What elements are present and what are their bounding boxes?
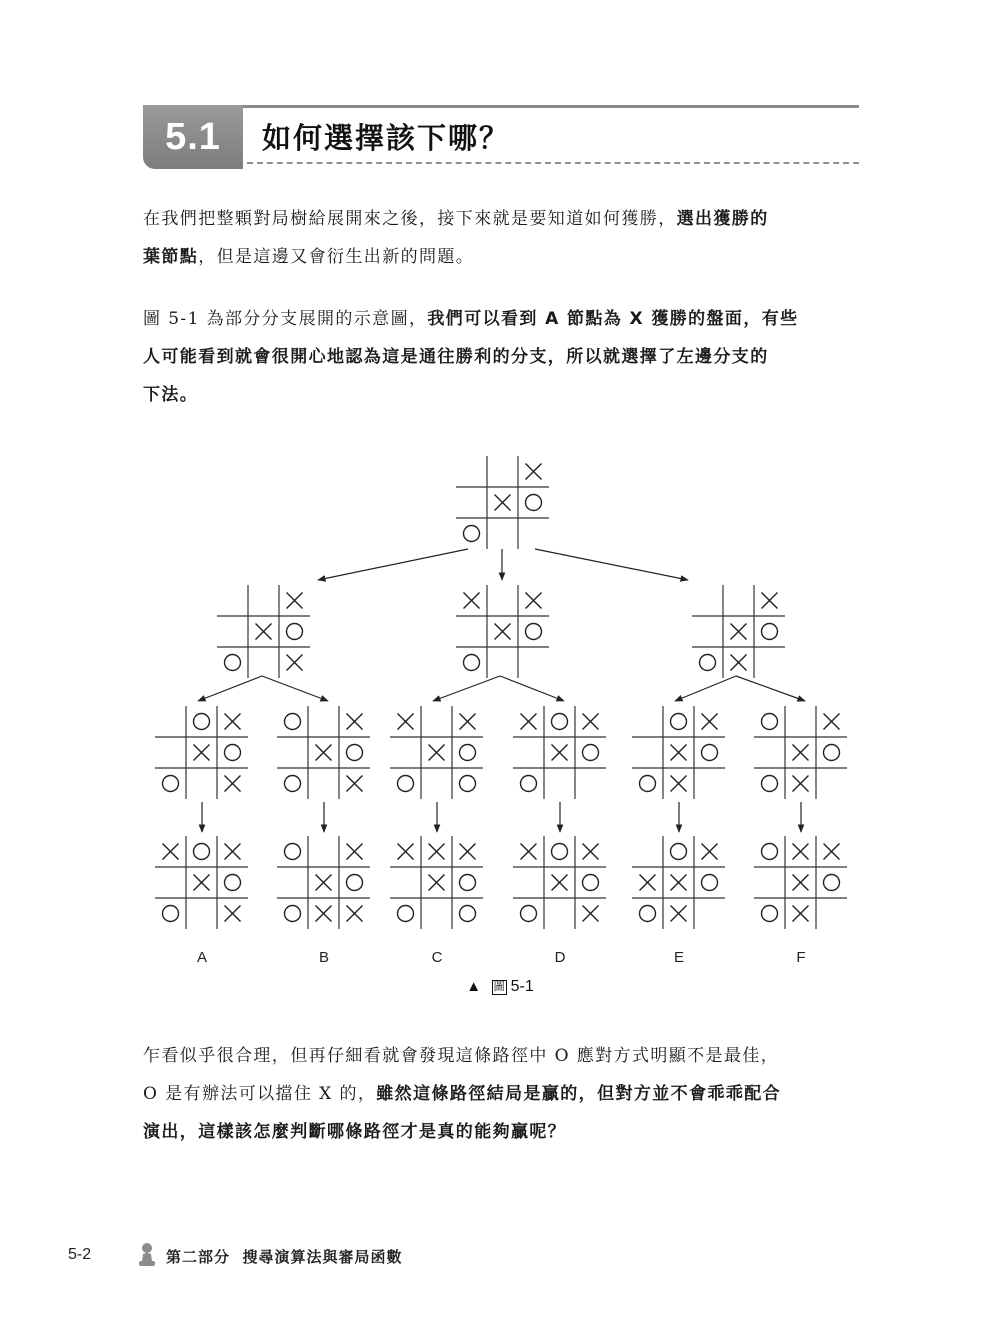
o-mark [552,714,568,730]
x-mark [398,714,414,730]
tree-arrow [433,676,500,701]
x-mark [552,875,568,891]
caption-figure-word: 圖 [493,981,505,993]
tree-arrow [198,676,262,701]
x-mark [762,593,778,609]
x-mark [671,776,687,792]
o-mark [521,776,537,792]
caption-triangle-icon: ▲ [466,978,482,995]
x-mark [640,875,656,891]
x-mark [347,714,363,730]
footer-part-name: 搜尋演算法與審局函數 [242,1248,403,1266]
x-mark [460,714,476,730]
x-mark [429,875,445,891]
x-mark [521,714,537,730]
o-mark [287,624,303,640]
section-title-underline [247,162,859,164]
o-mark [671,714,687,730]
x-mark [702,714,718,730]
footer-part: 第二部分 [166,1248,231,1266]
text-run: 選出獲勝的 [676,209,769,229]
game-tree-diagram [0,440,1000,1000]
o-mark [762,624,778,640]
x-mark [429,844,445,860]
o-mark [640,776,656,792]
board-level3-2 [390,836,483,929]
o-mark [671,844,687,860]
x-mark [316,745,332,761]
o-mark [526,624,542,640]
text-run: O 是有辦法可以擋住 X 的， [143,1084,377,1104]
text-run: 演出，這樣該怎麼判斷哪條路徑才是真的能夠贏呢？ [143,1122,567,1142]
x-mark [671,745,687,761]
o-mark [347,875,363,891]
board-level2-2 [390,706,483,799]
x-mark [287,655,303,671]
o-mark [521,906,537,922]
x-mark [495,624,511,640]
footer-part-title [166,1246,402,1267]
text-run: 人可能看到就會很開心地認為這是通往勝利的分支，所以就選擇了左邊分支的 [143,347,769,367]
leaf-label: C [431,949,443,966]
board-root [456,456,549,549]
text-run: 圖 5-1 為部分分支展開的示意圖， [143,309,428,329]
o-mark [225,745,241,761]
text-run: 我們可以看到 A 節點為 X 獲勝的盤面，有些 [427,309,799,329]
leaf-label: A [196,949,208,966]
x-mark [583,714,599,730]
x-mark [495,495,511,511]
leaf-label: D [554,949,566,966]
o-mark [460,745,476,761]
board-level1-1 [456,585,549,678]
o-mark [702,875,718,891]
x-mark [583,844,599,860]
pawn-icon [136,1242,158,1268]
board-level3-3 [513,836,606,929]
board-level2-3 [513,706,606,799]
section-number: 5.1 [165,115,221,158]
x-mark [225,844,241,860]
x-mark [583,906,599,922]
board-level2-4 [632,706,725,799]
x-mark [347,906,363,922]
x-mark [731,624,747,640]
o-mark [552,844,568,860]
o-mark [285,906,301,922]
x-mark [398,844,414,860]
board-level2-1 [277,706,370,799]
o-mark [460,875,476,891]
o-mark [526,495,542,511]
board-level1-2 [692,585,785,678]
x-mark [552,745,568,761]
section-title: 如何選擇該下哪？ [262,121,511,155]
tree-arrow [500,676,564,701]
x-mark [163,844,179,860]
o-mark [163,776,179,792]
x-mark [824,714,840,730]
o-mark [285,714,301,730]
x-mark [671,875,687,891]
paragraph-intro [143,200,859,276]
x-mark [526,464,542,480]
section-number-badge [143,105,243,169]
x-mark [287,593,303,609]
o-mark [163,906,179,922]
x-mark [429,745,445,761]
text-run: 下法。 [143,385,199,405]
x-mark [793,776,809,792]
tree-arrow [318,549,468,580]
leaf-label: B [318,949,330,966]
board-level1-0 [217,585,310,678]
x-mark [793,745,809,761]
leaf-label: F [796,949,806,966]
board-level2-0 [155,706,248,799]
o-mark [285,844,301,860]
board-level3-1 [277,836,370,929]
tree-arrow [535,549,688,580]
x-mark [464,593,480,609]
board-level2-5 [754,706,847,799]
x-mark [460,844,476,860]
o-mark [225,875,241,891]
x-mark [194,875,210,891]
o-mark [824,745,840,761]
figure-caption [0,978,1000,996]
tree-arrow [736,676,805,701]
o-mark [762,714,778,730]
o-mark [583,745,599,761]
x-mark [194,745,210,761]
leaf-label: E [673,949,685,966]
section-header-rule [143,105,859,108]
board-level3-5 [754,836,847,929]
o-mark [640,906,656,922]
x-mark [521,844,537,860]
paragraph-figure-description [143,300,859,414]
o-mark [285,776,301,792]
o-mark [762,844,778,860]
o-mark [700,655,716,671]
x-mark [671,906,687,922]
x-mark [702,844,718,860]
x-mark [347,844,363,860]
x-mark [731,655,747,671]
text-run: 雖然這條路徑結局是贏的，但對方並不會乖乖配合 [376,1084,782,1104]
o-mark [347,745,363,761]
paragraph-analysis [143,1037,859,1151]
text-run: ，但是這邊又會衍生出新的問題。 [198,247,475,267]
x-mark [316,906,332,922]
o-mark [702,745,718,761]
board-level3-4 [632,836,725,929]
x-mark [793,844,809,860]
x-mark [347,776,363,792]
text-run: 葉節點 [143,247,199,267]
tree-arrow [675,676,736,701]
o-mark [762,906,778,922]
x-mark [225,906,241,922]
text-run: 乍看似乎很合理，但再仔細看就會發現這條路徑中 O 應對方式明顯不是最佳， [143,1046,780,1066]
page-number: 5-2 [68,1246,92,1263]
text-run: 在我們把整顆對局樹給展開來之後，接下來就是要知道如何獲勝， [143,209,677,229]
o-mark [464,655,480,671]
tree-arrow [262,676,328,701]
x-mark [824,844,840,860]
o-mark [225,655,241,671]
caption-figure-number: 5-1 [510,978,534,995]
x-mark [225,714,241,730]
o-mark [398,776,414,792]
x-mark [793,875,809,891]
o-mark [460,776,476,792]
o-mark [583,875,599,891]
x-mark [793,906,809,922]
x-mark [256,624,272,640]
o-mark [398,906,414,922]
o-mark [194,714,210,730]
o-mark [464,526,480,542]
o-mark [824,875,840,891]
board-level3-0 [155,836,248,929]
o-mark [460,906,476,922]
o-mark [194,844,210,860]
x-mark [225,776,241,792]
x-mark [526,593,542,609]
o-mark [762,776,778,792]
x-mark [316,875,332,891]
